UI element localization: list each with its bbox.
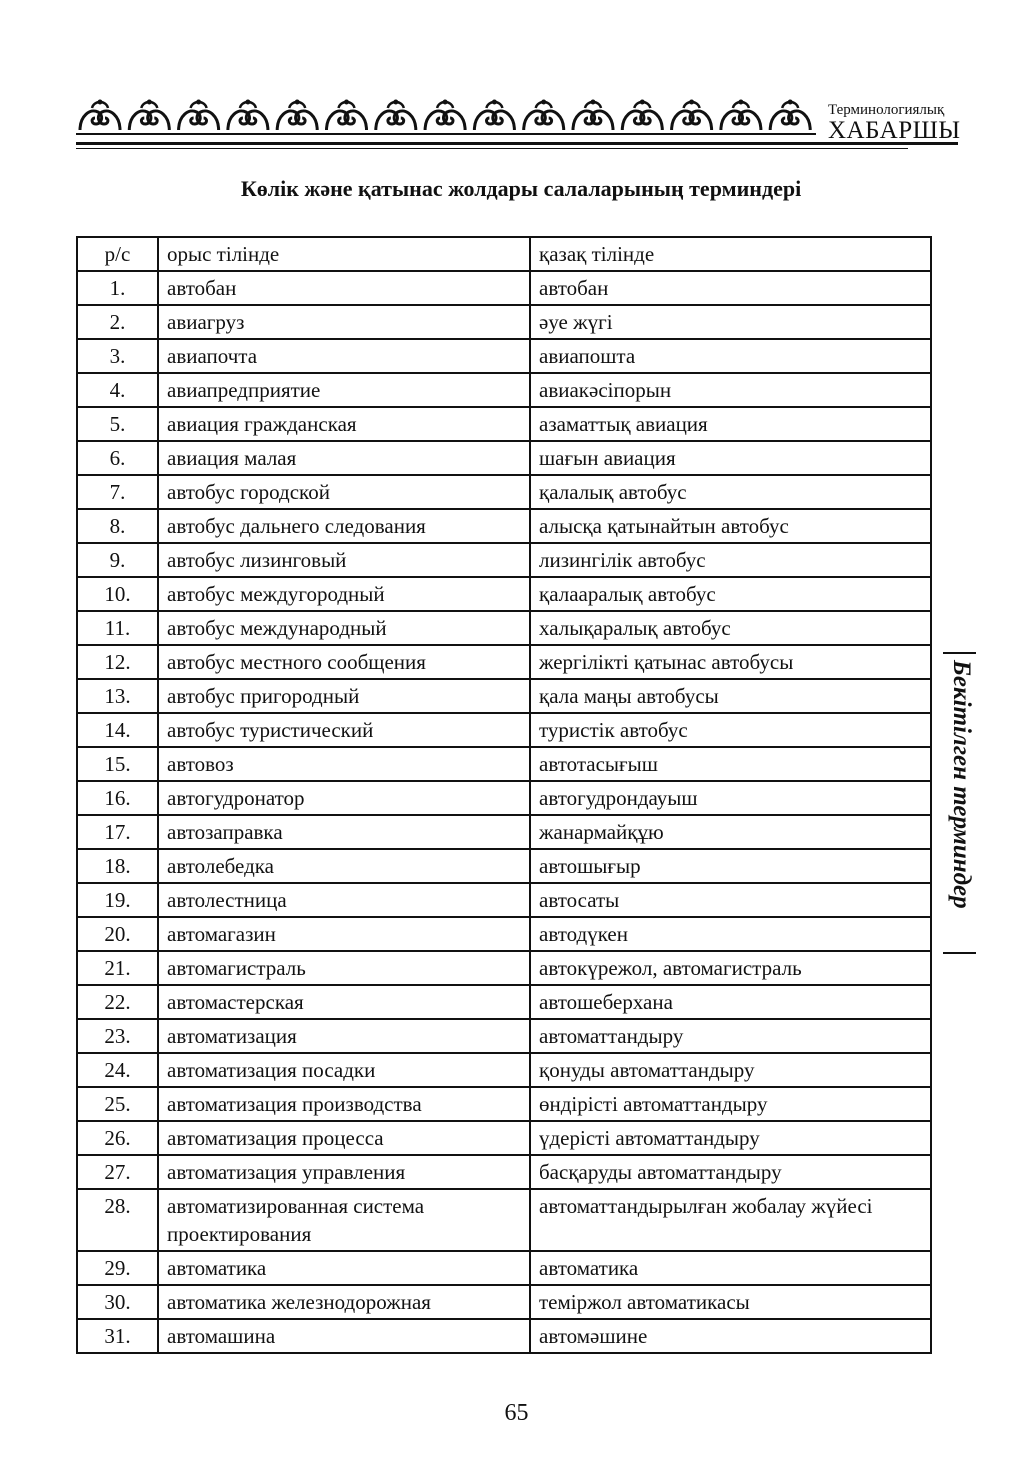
table-row (77, 1087, 931, 1121)
term-kazakh: автошеберхана (530, 985, 931, 1019)
term-kazakh: үдерісті автоматтандыру (530, 1121, 931, 1155)
table-row (77, 543, 931, 577)
journal-name-small: Терминологиялық (828, 102, 945, 118)
row-number: 22. (77, 985, 158, 1019)
term-russian: автовоз (158, 747, 530, 781)
term-kazakh: басқаруды автоматтандыру (530, 1155, 931, 1189)
term-kazakh: авиакәсіпорын (530, 373, 931, 407)
row-number: 9. (77, 543, 158, 577)
row-number: 10. (77, 577, 158, 611)
term-kazakh: шағын авиация (530, 441, 931, 475)
table-row (77, 475, 931, 509)
row-number: 13. (77, 679, 158, 713)
term-russian: авиапредприятие (158, 373, 530, 407)
table-row (77, 1319, 931, 1353)
table-row (77, 1251, 931, 1285)
row-number: 5. (77, 407, 158, 441)
row-number: 1. (77, 271, 158, 305)
row-number: 27. (77, 1155, 158, 1189)
term-kazakh: азаматтық авиация (530, 407, 931, 441)
table-row (77, 1019, 931, 1053)
table-row (77, 815, 931, 849)
term-kazakh: автотасығыш (530, 747, 931, 781)
page-number: 65 (504, 1400, 529, 1426)
term-russian: автоматизация посадки (158, 1053, 530, 1087)
side-label-rule-top (943, 652, 976, 654)
table-row (77, 407, 931, 441)
term-kazakh: автомәшине (530, 1319, 931, 1353)
table-row (77, 747, 931, 781)
row-number: 4. (77, 373, 158, 407)
term-kazakh: қалалық автобус (530, 475, 931, 509)
term-kazakh: жергілікті қатынас автобусы (530, 645, 931, 679)
page-title: Көлік және қатынас жолдары салаларының терминдері (240, 176, 802, 201)
term-russian: авиапочта (158, 339, 530, 373)
table-row (77, 441, 931, 475)
term-kazakh: лизингілік автобус (530, 543, 931, 577)
term-kazakh: қала маңы автобусы (530, 679, 931, 713)
term-russian: авиация гражданская (158, 407, 530, 441)
term-kazakh: автоматтандырылған жобалау жүйесі (530, 1189, 931, 1251)
table-header-row (77, 237, 931, 271)
term-kazakh: автоматтандыру (530, 1019, 931, 1053)
term-kazakh: авиапошта (530, 339, 931, 373)
term-russian: автомагистраль (158, 951, 530, 985)
table-row (77, 883, 931, 917)
table-row (77, 713, 931, 747)
table-row (77, 611, 931, 645)
row-number: 20. (77, 917, 158, 951)
term-russian: автобус пригородный (158, 679, 530, 713)
term-kazakh: өндірісті автоматтандыру (530, 1087, 931, 1121)
table-row (77, 577, 931, 611)
term-kazakh: автодүкен (530, 917, 931, 951)
row-number: 29. (77, 1251, 158, 1285)
journal-name-big: ХАБАРШЫ (828, 117, 961, 144)
table-row (77, 373, 931, 407)
term-kazakh: автошығыр (530, 849, 931, 883)
row-number: 7. (77, 475, 158, 509)
term-russian: автомастерская (158, 985, 530, 1019)
term-russian: автоматизация (158, 1019, 530, 1053)
side-label-rule-bottom (943, 952, 976, 954)
term-kazakh: автосаты (530, 883, 931, 917)
term-russian: автоматизация производства (158, 1087, 530, 1121)
table-row (77, 1053, 931, 1087)
table-row (77, 985, 931, 1019)
row-number: 18. (77, 849, 158, 883)
term-kazakh: қонуды автоматтандыру (530, 1053, 931, 1087)
term-kazakh: автобан (530, 271, 931, 305)
header-rule (76, 142, 958, 145)
terms-table (76, 236, 932, 1354)
term-russian: автолебедка (158, 849, 530, 883)
term-kazakh: теміржол автоматикасы (530, 1285, 931, 1319)
table-row (77, 509, 931, 543)
row-number: 12. (77, 645, 158, 679)
row-number: 21. (77, 951, 158, 985)
header-ornament (76, 94, 816, 142)
term-kazakh: туристік автобус (530, 713, 931, 747)
row-number: 28. (77, 1189, 158, 1251)
term-russian: автобус лизинговый (158, 543, 530, 577)
term-russian: автобус местного сообщения (158, 645, 530, 679)
row-number: 8. (77, 509, 158, 543)
row-number: 31. (77, 1319, 158, 1353)
row-number: 11. (77, 611, 158, 645)
table-row (77, 1155, 931, 1189)
term-russian: автозаправка (158, 815, 530, 849)
row-number: 15. (77, 747, 158, 781)
term-kazakh: алысқа қатынайтын автобус (530, 509, 931, 543)
term-russian: авиация малая (158, 441, 530, 475)
table-row (77, 305, 931, 339)
term-russian: авиагруз (158, 305, 530, 339)
term-kazakh: халықаралық автобус (530, 611, 931, 645)
table-row (77, 339, 931, 373)
term-russian: автоматизированная система проектирования (158, 1189, 530, 1251)
term-russian: автоматизация процесса (158, 1121, 530, 1155)
term-russian: автобус туристический (158, 713, 530, 747)
header-rule-thin (76, 148, 908, 149)
term-russian: автолестница (158, 883, 530, 917)
table-row (77, 849, 931, 883)
row-number: 24. (77, 1053, 158, 1087)
table-row (77, 645, 931, 679)
header-number: р/с (77, 237, 158, 271)
row-number: 6. (77, 441, 158, 475)
header-russian: орыс тілінде (158, 237, 530, 271)
row-number: 2. (77, 305, 158, 339)
term-russian: автомагазин (158, 917, 530, 951)
term-russian: автогудронатор (158, 781, 530, 815)
row-number: 17. (77, 815, 158, 849)
term-russian: автобус дальнего следования (158, 509, 530, 543)
side-label: Бекітілген терминдер (948, 660, 975, 909)
term-russian: автобус международный (158, 611, 530, 645)
row-number: 14. (77, 713, 158, 747)
table-row (77, 1189, 931, 1251)
row-number: 30. (77, 1285, 158, 1319)
row-number: 23. (77, 1019, 158, 1053)
row-number: 19. (77, 883, 158, 917)
table-row (77, 1121, 931, 1155)
header-kazakh: қазақ тілінде (530, 237, 931, 271)
row-number: 16. (77, 781, 158, 815)
term-russian: автобан (158, 271, 530, 305)
term-kazakh: автоматика (530, 1251, 931, 1285)
table-row (77, 951, 931, 985)
table-row (77, 781, 931, 815)
table-row (77, 917, 931, 951)
term-russian: автобус городской (158, 475, 530, 509)
row-number: 3. (77, 339, 158, 373)
table-row (77, 1285, 931, 1319)
term-kazakh: қалааралық автобус (530, 577, 931, 611)
term-russian: автоматизация управления (158, 1155, 530, 1189)
term-kazakh: автогудрондауыш (530, 781, 931, 815)
term-kazakh: жанармайқұю (530, 815, 931, 849)
term-russian: автоматика (158, 1251, 530, 1285)
table-row (77, 679, 931, 713)
term-kazakh: автокүрежол, автомагистраль (530, 951, 931, 985)
term-kazakh: әуе жүгі (530, 305, 931, 339)
table-row (77, 271, 931, 305)
row-number: 26. (77, 1121, 158, 1155)
term-russian: автобус междугородный (158, 577, 530, 611)
term-russian: автомашина (158, 1319, 530, 1353)
row-number: 25. (77, 1087, 158, 1121)
term-russian: автоматика железнодорожная (158, 1285, 530, 1319)
